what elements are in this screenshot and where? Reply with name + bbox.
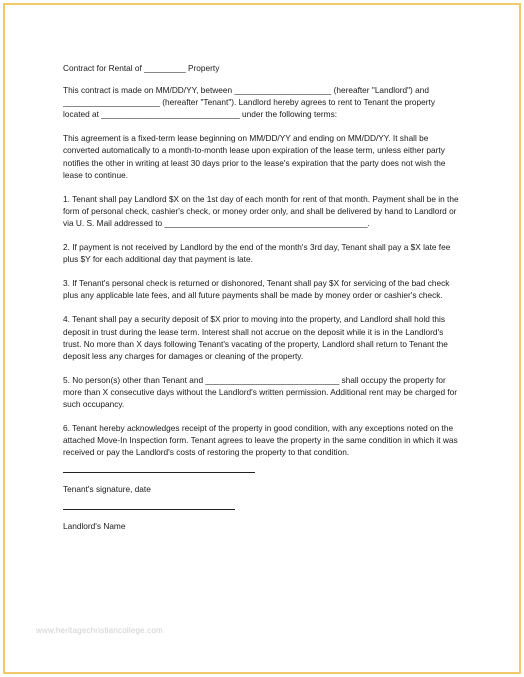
tenant-signature-line (63, 472, 255, 473)
clause-bad-check: 3. If Tenant's personal check is returned or dishonored, Tenant shall pay $X for servicing of the bad check plus any applicable late fees, and all future payments shall be made by money order or cashier's check. (63, 278, 450, 301)
document-title: Contract for Rental of _________ Property (63, 63, 220, 73)
clause-late-fee: 2. If payment is not received by Landlord by the end of the month's 3rd day, Tenant shall pay a $X late fee plus $Y for each additional day that payment is late. (63, 242, 451, 265)
intro-paragraph: This contract is made on MM/DD/YY, between _____________________ (hereafter "Landlord") and _____________________ (hereafter "Tenant"). Landlord hereby agrees to rent to Tenant the property located at ______________________________ under the following terms: (63, 85, 435, 120)
lease-term-paragraph: This agreement is a fixed-term lease beginning on MM/DD/YY and ending on MM/DD/YY. It shall be converted automatically to a month-to-month lease upon expiration of the lease term, unless either party notifies the other in writing at least 30 days prior to the lease's expiration that the party does not wish the lease to continue. (63, 133, 446, 180)
clause-security-deposit: 4. Tenant shall pay a security deposit of $X prior to moving into the property, and Landlord shall hold this deposit in trust during the lease term. Interest shall not accrue on the deposit while it is in the Landlord's trust. No more than X days following Tenant's vacating of the property, Landlord shall return to Tenant the deposit less any charges for damages or cleaning of the property. (63, 314, 448, 361)
clause-property-condition: 6. Tenant hereby acknowledges receipt of the property in good condition, with any exceptions noted on the attached Move-In Inspection form. Tenant agrees to leave the property in the same condition in which it was received or pay the Landlord's costs of restoring the property to that condition. (63, 423, 458, 458)
clause-occupancy: 5. No person(s) other than Tenant and _____________________________ shall occupy the property for more than X consecutive days without the Landlord's written permission. Additional rent may be charged for such occupancy. (63, 374, 458, 409)
landlord-name-line (63, 509, 235, 510)
tenant-signature-label: Tenant's signature, date (63, 484, 151, 495)
watermark-text: www.heritagechristiancollege.com (36, 626, 163, 635)
landlord-name-label: Landlord's Name (63, 521, 126, 532)
contract-document (63, 62, 463, 545)
clause-rent-payment: 1. Tenant shall pay Landlord $X on the 1st day of each month for rent of that month. Payment shall be in the form of personal check, cashier's check, or money order only, and shall be delivered by hand to Landlord or via U. S. Mail addressed to ____________________________________________. (63, 193, 459, 228)
